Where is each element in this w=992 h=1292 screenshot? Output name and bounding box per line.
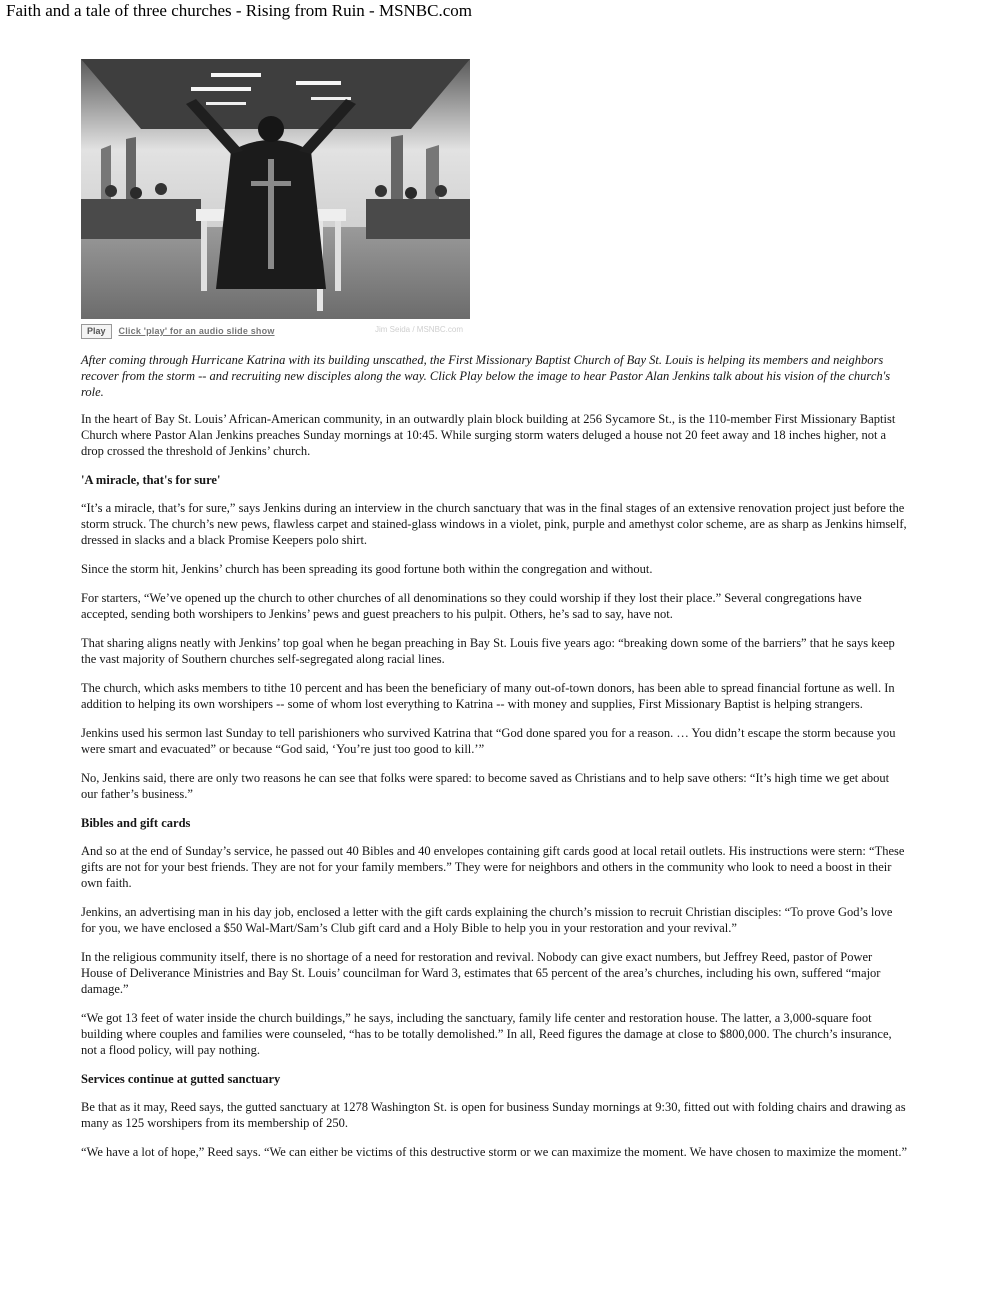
paragraph: That sharing aligns neatly with Jenkins’ top goal when he began preaching in Bay St. Louis five years ago: “breaking down some of the barriers” that he says keep the vast majority of Southern churches self-segregated along racial lines. — [81, 636, 895, 666]
paragraph: “We got 13 feet of water inside the church buildings,” he says, including the sanctuary, family life center and restoration house. The latter, a 3,000-square foot building where couples and families were counseled, “has to be totally demolished.” In all, Reed figures the damage at close to $800,000. The church’s insurance, not a flood policy, will pay nothing. — [81, 1011, 892, 1057]
paragraph: And so at the end of Sunday’s service, he passed out 40 Bibles and 40 envelopes containing gift cards good at local retail outlets. His instructions were stern: “These gifts are not for your best friends. They are not for your family members.” They were for neighbors and others in the community who look to need a boost in their own faith. — [81, 844, 905, 890]
paragraph: The church, which asks members to tithe 10 percent and has been the beneficiary of many out-of-town donors, has been able to spread financial fortune as well. In addition to helping its own worshipers -- some of whom lost everything to Katrina -- with money and supplies, First Missionary Baptist is helping strangers. — [81, 681, 895, 711]
paragraph: Jenkins, an advertising man in his day job, enclosed a letter with the gift cards explaining the church’s mission to recruit Christian disciples: “To prove God’s love for you, we have enclosed a $50 Wal-Mart/Sam’s Club gift card and a Holy Bible to help you in your restoration and your revival.” — [81, 905, 893, 935]
article-photo — [81, 59, 470, 319]
play-button[interactable]: Play — [81, 324, 112, 339]
paragraph: Be that as it may, Reed says, the gutted sanctuary at 1278 Washington St. is open for business Sunday mornings at 9:30, fitted out with folding chairs and drawing as many as 125 worshipers from its membership of 250. — [81, 1100, 906, 1130]
paragraph: “It’s a miracle, that’s for sure,” says Jenkins during an interview in the church sanctuary that was in the final stages of an extensive renovation project just before the storm struck. The church’s new pews, flawless carpet and stained-glass windows in a violet, pink, purple and amethyst color scheme, are as sharp as Jenkins himself, dressed in slacks and a black Promise Keepers polo shirt. — [81, 501, 907, 547]
audio-slideshow-control — [81, 323, 275, 339]
paragraph: In the religious community itself, there is no shortage of a need for restoration and revival. Nobody can give exact numbers, but Jeffrey Reed, pastor of Power House of Deliverance Ministries and Bay St. Louis’ councilman for Ward 3, estimates that 65 percent of the area’s churches, including his own, suffered “major damage.” — [81, 950, 881, 996]
audio-slideshow-link[interactable]: Click 'play' for an audio slide show — [118, 326, 275, 336]
paragraph: Jenkins used his sermon last Sunday to tell parishioners who survived Katrina that “God done spared you for a reason. … You didn’t escape the storm because you were smart and evacuated” or because “God said, ‘You’re just too good to kill.’” — [81, 726, 896, 756]
section-heading: Services continue at gutted sanctuary — [81, 1072, 281, 1086]
article-body — [81, 352, 907, 1173]
page-title: Faith and a tale of three churches - Rising from Ruin - MSNBC.com — [6, 1, 472, 20]
paragraph: “We have a lot of hope,” Reed says. “We can either be victims of this destructive storm or we can maximize the moment. We have chosen to maximize the moment.” — [81, 1145, 907, 1159]
paragraph: For starters, “We’ve opened up the church to other churches of all denominations so they could worship if they lost their place.” Several congregations have accepted, sending both worshipers to Jenkins’ pews and guest preachers to his pulpit. Others, he’s sad to say, have not. — [81, 591, 862, 621]
photo-caption: After coming through Hurricane Katrina with its building unscathed, the First Missionary Baptist Church of Bay St. Louis is helping its members and neighbors recover from the storm -- and recruiting new disciples along the way. Click Play below the image to hear Pastor Alan Jenkins talk about his vision of the church's role. — [81, 353, 891, 399]
section-heading: 'A miracle, that's for sure' — [81, 473, 221, 487]
paragraph: No, Jenkins said, there are only two reasons he can see that folks were spared: to become saved as Christians and to help save others: “It’s high time we get about our father’s business.” — [81, 771, 890, 801]
section-heading: Bibles and gift cards — [81, 816, 191, 830]
paragraph: Since the storm hit, Jenkins’ church has been spreading its good fortune both within the congregation and without. — [81, 562, 653, 576]
photo-credit: Jim Seida / MSNBC.com — [375, 325, 464, 334]
photo-church-sanctuary-icon — [81, 59, 470, 319]
paragraph: In the heart of Bay St. Louis’ African-American community, in an outwardly plain block building at 256 Sycamore St., is the 110-member First Missionary Baptist Church where Pastor Alan Jenkins preaches Sunday mornings at 10:45. While surging storm waters deluged a house not 20 feet away and 18 inches higher, not a drop crossed the threshold of Jenkins’ church. — [81, 412, 896, 458]
